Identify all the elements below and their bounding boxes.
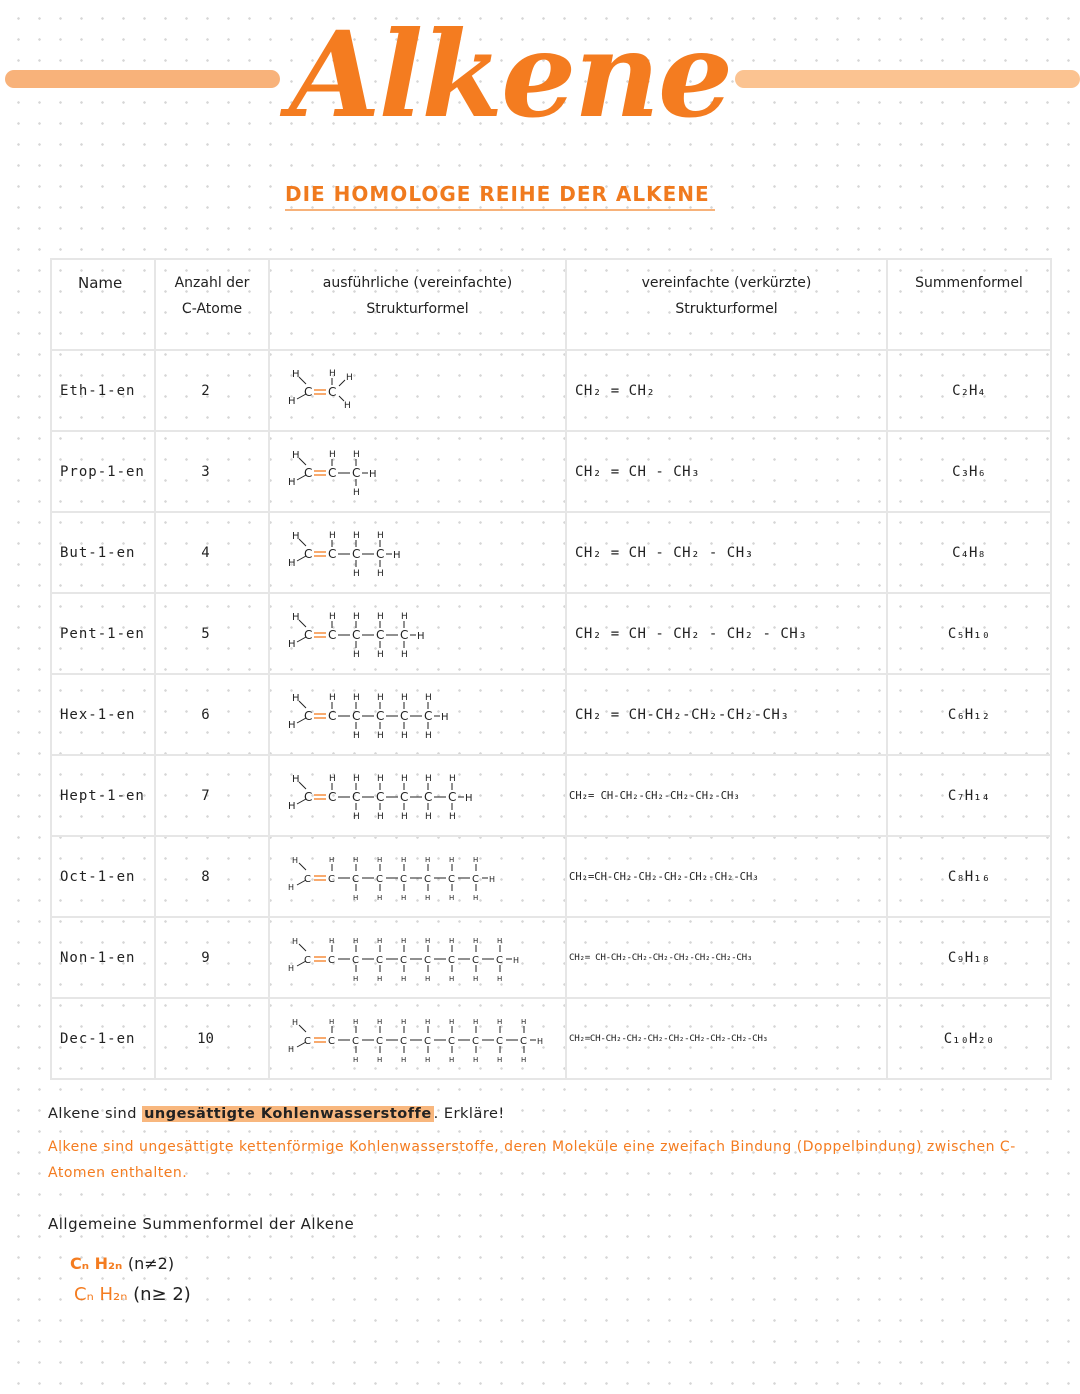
atom-c: C <box>304 547 313 561</box>
atom-h: H <box>353 693 360 703</box>
atom-h: H <box>288 477 296 488</box>
structural-formula <box>270 840 563 913</box>
structural-formula <box>270 1002 563 1075</box>
condensed-structure: CH₂ = CH-CH₂-CH₂-CH₂-CH₃ <box>566 674 887 755</box>
atom-c: C <box>352 709 361 723</box>
atom-c: C <box>496 955 503 966</box>
condensed-structure: CH₂ = CH₂ <box>566 350 887 431</box>
atom-c: C <box>304 709 313 723</box>
atom-h: H <box>473 894 479 902</box>
atom-h: H <box>292 531 300 542</box>
atom-h: H <box>377 693 384 703</box>
alkene-name: Prop-1-en <box>51 431 155 512</box>
header-molecular-formula: Summenformel <box>887 259 1051 350</box>
molecular-formula: C₈H₁₆ <box>887 836 1051 917</box>
carbon-count: 5 <box>155 593 269 674</box>
atom-c: C <box>400 790 409 804</box>
molecular-formula: C₇H₁₄ <box>887 755 1051 836</box>
question-highlight: ungesättigte Kohlenwasserstoffe <box>144 1106 432 1122</box>
atom-c: C <box>328 385 337 399</box>
atom-h: H <box>329 856 335 864</box>
atom-h: H <box>401 1018 407 1026</box>
molecular-formula: C₄H₈ <box>887 512 1051 593</box>
carbon-count: 8 <box>155 836 269 917</box>
atom-h: H <box>401 731 408 741</box>
page-title: Alkene <box>288 5 732 144</box>
atom-h: H <box>292 856 299 865</box>
structural-formula <box>270 678 563 751</box>
atom-h: H <box>329 774 336 784</box>
atom-h: H <box>353 937 359 945</box>
atom-h: H <box>369 469 377 480</box>
atom-h: H <box>473 1056 479 1064</box>
atom-c: C <box>424 874 431 885</box>
atom-h: H <box>377 1018 383 1026</box>
full-structure-cell <box>269 350 566 431</box>
atom-h: H <box>449 1056 455 1064</box>
general-formula-heading: Allgemeine Summenformel der Alkene <box>48 1215 355 1233</box>
atom-h: H <box>377 894 383 902</box>
table-header-row <box>51 259 1051 350</box>
table-row <box>51 998 1051 1079</box>
alkene-name: Non-1-en <box>51 917 155 998</box>
table-row <box>51 431 1051 512</box>
atom-h: H <box>521 1056 527 1064</box>
general-formula: Cₙ H₂ₙ (n≥ 2) <box>74 1284 191 1305</box>
atom-h: H <box>497 937 503 945</box>
atom-c: C <box>352 1036 359 1047</box>
atom-h: H <box>377 612 384 622</box>
atom-h: H <box>288 639 296 650</box>
answer-text: Alkene sind ungesättigte kettenförmige Kohlenwasserstoffe, deren Moleküle eine zweifach Bindung (Doppelbindung) zwischen C-Atomen enthalten. <box>48 1139 1016 1181</box>
atom-c: C <box>472 955 479 966</box>
atom-h: H <box>292 1018 299 1027</box>
atom-h: H <box>353 650 360 660</box>
condensed-structure: CH₂ = CH - CH₃ <box>566 431 887 512</box>
atom-h: H <box>473 975 479 983</box>
atom-h: H <box>449 1018 455 1026</box>
atom-h: H <box>401 612 408 622</box>
structural-formula <box>270 516 563 589</box>
atom-c: C <box>424 709 433 723</box>
atom-h: H <box>377 937 383 945</box>
header-full-structure: ausführliche (vereinfachte) Strukturformel <box>269 259 566 350</box>
bond <box>299 944 306 951</box>
atom-h: H <box>513 956 520 965</box>
atom-h: H <box>288 883 295 892</box>
full-structure-cell <box>269 674 566 755</box>
atom-h: H <box>353 569 360 579</box>
atom-c: C <box>352 955 359 966</box>
atom-c: C <box>400 709 409 723</box>
header-condensed-structure: vereinfachte (verkürzte) Strukturformel <box>566 259 887 350</box>
atom-h: H <box>353 731 360 741</box>
atom-c: C <box>304 1036 311 1047</box>
atom-h: H <box>292 693 300 704</box>
bond <box>299 620 306 627</box>
atom-c: C <box>328 955 335 966</box>
atom-c: C <box>304 628 313 642</box>
atom-h: H <box>425 937 431 945</box>
atom-c: C <box>304 874 311 885</box>
atom-h: H <box>377 774 384 784</box>
atom-c: C <box>400 628 409 642</box>
atom-c: C <box>424 955 431 966</box>
atom-h: H <box>425 894 431 902</box>
atom-h: H <box>417 631 425 642</box>
atom-c: C <box>472 874 479 885</box>
table-row <box>51 512 1051 593</box>
table-row <box>51 593 1051 674</box>
question: Alkene sind ungesättigte Kohlenwasserstoffe . Erkläre! <box>48 1106 505 1122</box>
atom-h: H <box>353 488 360 498</box>
structural-formula <box>270 921 563 994</box>
atom-h: H <box>353 856 359 864</box>
title-decoration-right <box>735 70 1080 88</box>
structural-formula <box>270 354 563 427</box>
atom-c: C <box>376 547 385 561</box>
carbon-count: 10 <box>155 998 269 1079</box>
atom-h: H <box>425 731 432 741</box>
atom-h: H <box>537 1037 544 1046</box>
atom-h: H <box>401 856 407 864</box>
molecular-formula: C₅H₁₀ <box>887 593 1051 674</box>
atom-h: H <box>377 569 384 579</box>
atom-h: H <box>377 812 384 822</box>
atom-h: H <box>465 793 473 804</box>
atom-h: H <box>353 975 359 983</box>
atom-h: H <box>344 401 351 411</box>
bond <box>299 701 306 708</box>
atom-h: H <box>288 396 296 407</box>
atom-h: H <box>288 558 296 569</box>
full-structure-cell <box>269 917 566 998</box>
atom-c: C <box>352 466 361 480</box>
atom-c: C <box>352 628 361 642</box>
molecular-formula: C₂H₄ <box>887 350 1051 431</box>
atom-h: H <box>497 975 503 983</box>
table-row <box>51 755 1051 836</box>
atom-h: H <box>288 964 295 973</box>
atom-c: C <box>304 790 313 804</box>
atom-h: H <box>329 612 336 622</box>
condensed-structure: CH₂=CH-CH₂-CH₂-CH₂-CH₂-CH₂-CH₃ <box>566 836 887 917</box>
title-decoration-left <box>5 70 280 88</box>
atom-h: H <box>353 450 360 460</box>
atom-h: H <box>473 856 479 864</box>
atom-c: C <box>472 1036 479 1047</box>
atom-h: H <box>521 1018 527 1026</box>
general-formula-crossed: Cₙ H₂ₙ (n≠2) <box>70 1254 175 1273</box>
atom-h: H <box>377 531 384 541</box>
atom-h: H <box>425 1056 431 1064</box>
atom-c: C <box>304 955 311 966</box>
structural-formula <box>270 435 563 508</box>
atom-h: H <box>292 450 300 461</box>
atom-c: C <box>496 1036 503 1047</box>
atom-c: C <box>376 709 385 723</box>
atom-c: C <box>376 1036 383 1047</box>
carbon-count: 4 <box>155 512 269 593</box>
atom-h: H <box>425 774 432 784</box>
full-structure-cell <box>269 593 566 674</box>
atom-h: H <box>377 650 384 660</box>
atom-c: C <box>328 466 337 480</box>
full-structure-cell <box>269 998 566 1079</box>
atom-c: C <box>328 790 337 804</box>
carbon-count: 2 <box>155 350 269 431</box>
atom-h: H <box>425 975 431 983</box>
atom-c: C <box>328 628 337 642</box>
atom-h: H <box>377 975 383 983</box>
atom-h: H <box>401 693 408 703</box>
atom-c: C <box>376 874 383 885</box>
atom-c: C <box>424 790 433 804</box>
molecular-formula: C₆H₁₂ <box>887 674 1051 755</box>
alkene-name: But-1-en <box>51 512 155 593</box>
alkene-name: Hept-1-en <box>51 755 155 836</box>
atom-h: H <box>473 937 479 945</box>
table-row <box>51 836 1051 917</box>
atom-c: C <box>376 628 385 642</box>
condensed-structure: CH₂=CH-CH₂-CH₂-CH₂-CH₂-CH₂-CH₂-CH₂-CH₃ <box>566 998 887 1079</box>
table-row <box>51 674 1051 755</box>
atom-h: H <box>329 937 335 945</box>
table-row <box>51 917 1051 998</box>
atom-h: H <box>329 369 336 379</box>
atom-c: C <box>352 547 361 561</box>
atom-h: H <box>401 975 407 983</box>
condensed-structure: CH₂= CH-CH₂-CH₂-CH₂-CH₂-CH₃ <box>566 755 887 836</box>
atom-h: H <box>401 937 407 945</box>
atom-h: H <box>401 1056 407 1064</box>
bond <box>299 377 306 384</box>
homologous-series-table <box>50 258 1052 1080</box>
atom-c: C <box>352 874 359 885</box>
alkene-name: Pent-1-en <box>51 593 155 674</box>
atom-c: C <box>400 1036 407 1047</box>
structural-formula <box>270 759 563 832</box>
condensed-structure: CH₂= CH-CH₂-CH₂-CH₂-CH₂-CH₂-CH₂-CH₃ <box>566 917 887 998</box>
atom-h: H <box>329 1018 335 1026</box>
header-name: Name <box>51 259 155 350</box>
bond <box>299 863 306 870</box>
bond <box>339 380 345 386</box>
atom-h: H <box>401 650 408 660</box>
atom-h: H <box>425 693 432 703</box>
atom-h: H <box>449 856 455 864</box>
carbon-count: 3 <box>155 431 269 512</box>
condensed-structure: CH₂ = CH - CH₂ - CH₂ - CH₃ <box>566 593 887 674</box>
atom-h: H <box>489 875 496 884</box>
atom-c: C <box>376 955 383 966</box>
atom-c: C <box>352 790 361 804</box>
carbon-count: 6 <box>155 674 269 755</box>
bond <box>299 782 306 789</box>
atom-h: H <box>292 937 299 946</box>
header-carbon-count: Anzahl der C-Atome <box>155 259 269 350</box>
full-structure-cell <box>269 755 566 836</box>
condensed-structure: CH₂ = CH - CH₂ - CH₃ <box>566 512 887 593</box>
full-structure-cell <box>269 512 566 593</box>
alkene-name: Eth-1-en <box>51 350 155 431</box>
atom-h: H <box>497 1018 503 1026</box>
atom-c: C <box>520 1036 527 1047</box>
atom-c: C <box>400 955 407 966</box>
atom-h: H <box>425 812 432 822</box>
atom-c: C <box>328 709 337 723</box>
full-structure-cell <box>269 431 566 512</box>
carbon-count: 7 <box>155 755 269 836</box>
atom-h: H <box>497 1056 503 1064</box>
table-row <box>51 350 1051 431</box>
atom-h: H <box>288 801 296 812</box>
atom-h: H <box>292 612 300 623</box>
bond <box>299 458 306 465</box>
structural-formula <box>270 597 563 670</box>
atom-h: H <box>329 693 336 703</box>
atom-h: H <box>329 531 336 541</box>
atom-h: H <box>441 712 449 723</box>
atom-h: H <box>449 812 456 822</box>
atom-h: H <box>353 774 360 784</box>
molecular-formula: C₁₀H₂₀ <box>887 998 1051 1079</box>
atom-c: C <box>448 790 457 804</box>
atom-c: C <box>448 874 455 885</box>
molecular-formula: C₃H₆ <box>887 431 1051 512</box>
atom-h: H <box>401 894 407 902</box>
atom-c: C <box>328 547 337 561</box>
carbon-count: 9 <box>155 917 269 998</box>
atom-h: H <box>353 1018 359 1026</box>
atom-h: H <box>401 812 408 822</box>
atom-c: C <box>328 1036 335 1047</box>
bond <box>299 1025 306 1032</box>
atom-h: H <box>353 812 360 822</box>
atom-c: C <box>448 955 455 966</box>
atom-h: H <box>292 369 300 380</box>
alkene-name: Dec-1-en <box>51 998 155 1079</box>
atom-c: C <box>400 874 407 885</box>
atom-h: H <box>377 1056 383 1064</box>
atom-h: H <box>449 774 456 784</box>
atom-h: H <box>449 894 455 902</box>
atom-c: C <box>376 790 385 804</box>
atom-c: C <box>448 1036 455 1047</box>
molecular-formula: C₉H₁₈ <box>887 917 1051 998</box>
atom-h: H <box>353 1056 359 1064</box>
atom-h: H <box>425 856 431 864</box>
atom-c: C <box>304 385 313 399</box>
atom-h: H <box>353 531 360 541</box>
alkene-name: Hex-1-en <box>51 674 155 755</box>
atom-h: H <box>288 1045 295 1054</box>
page-subtitle: DIE HOMOLOGE REIHE DER ALKENE <box>285 182 715 211</box>
atom-h: H <box>393 550 401 561</box>
atom-h: H <box>425 1018 431 1026</box>
atom-h: H <box>288 720 296 731</box>
atom-h: H <box>377 731 384 741</box>
atom-c: C <box>424 1036 431 1047</box>
full-structure-cell <box>269 836 566 917</box>
atom-h: H <box>353 612 360 622</box>
atom-h: H <box>346 373 353 383</box>
atom-h: H <box>292 774 300 785</box>
atom-h: H <box>377 856 383 864</box>
atom-h: H <box>449 975 455 983</box>
atom-c: C <box>304 466 313 480</box>
atom-h: H <box>449 937 455 945</box>
atom-h: H <box>353 894 359 902</box>
atom-h: H <box>401 774 408 784</box>
atom-h: H <box>473 1018 479 1026</box>
alkene-name: Oct-1-en <box>51 836 155 917</box>
bond <box>299 539 306 546</box>
atom-h: H <box>329 450 336 460</box>
atom-c: C <box>328 874 335 885</box>
